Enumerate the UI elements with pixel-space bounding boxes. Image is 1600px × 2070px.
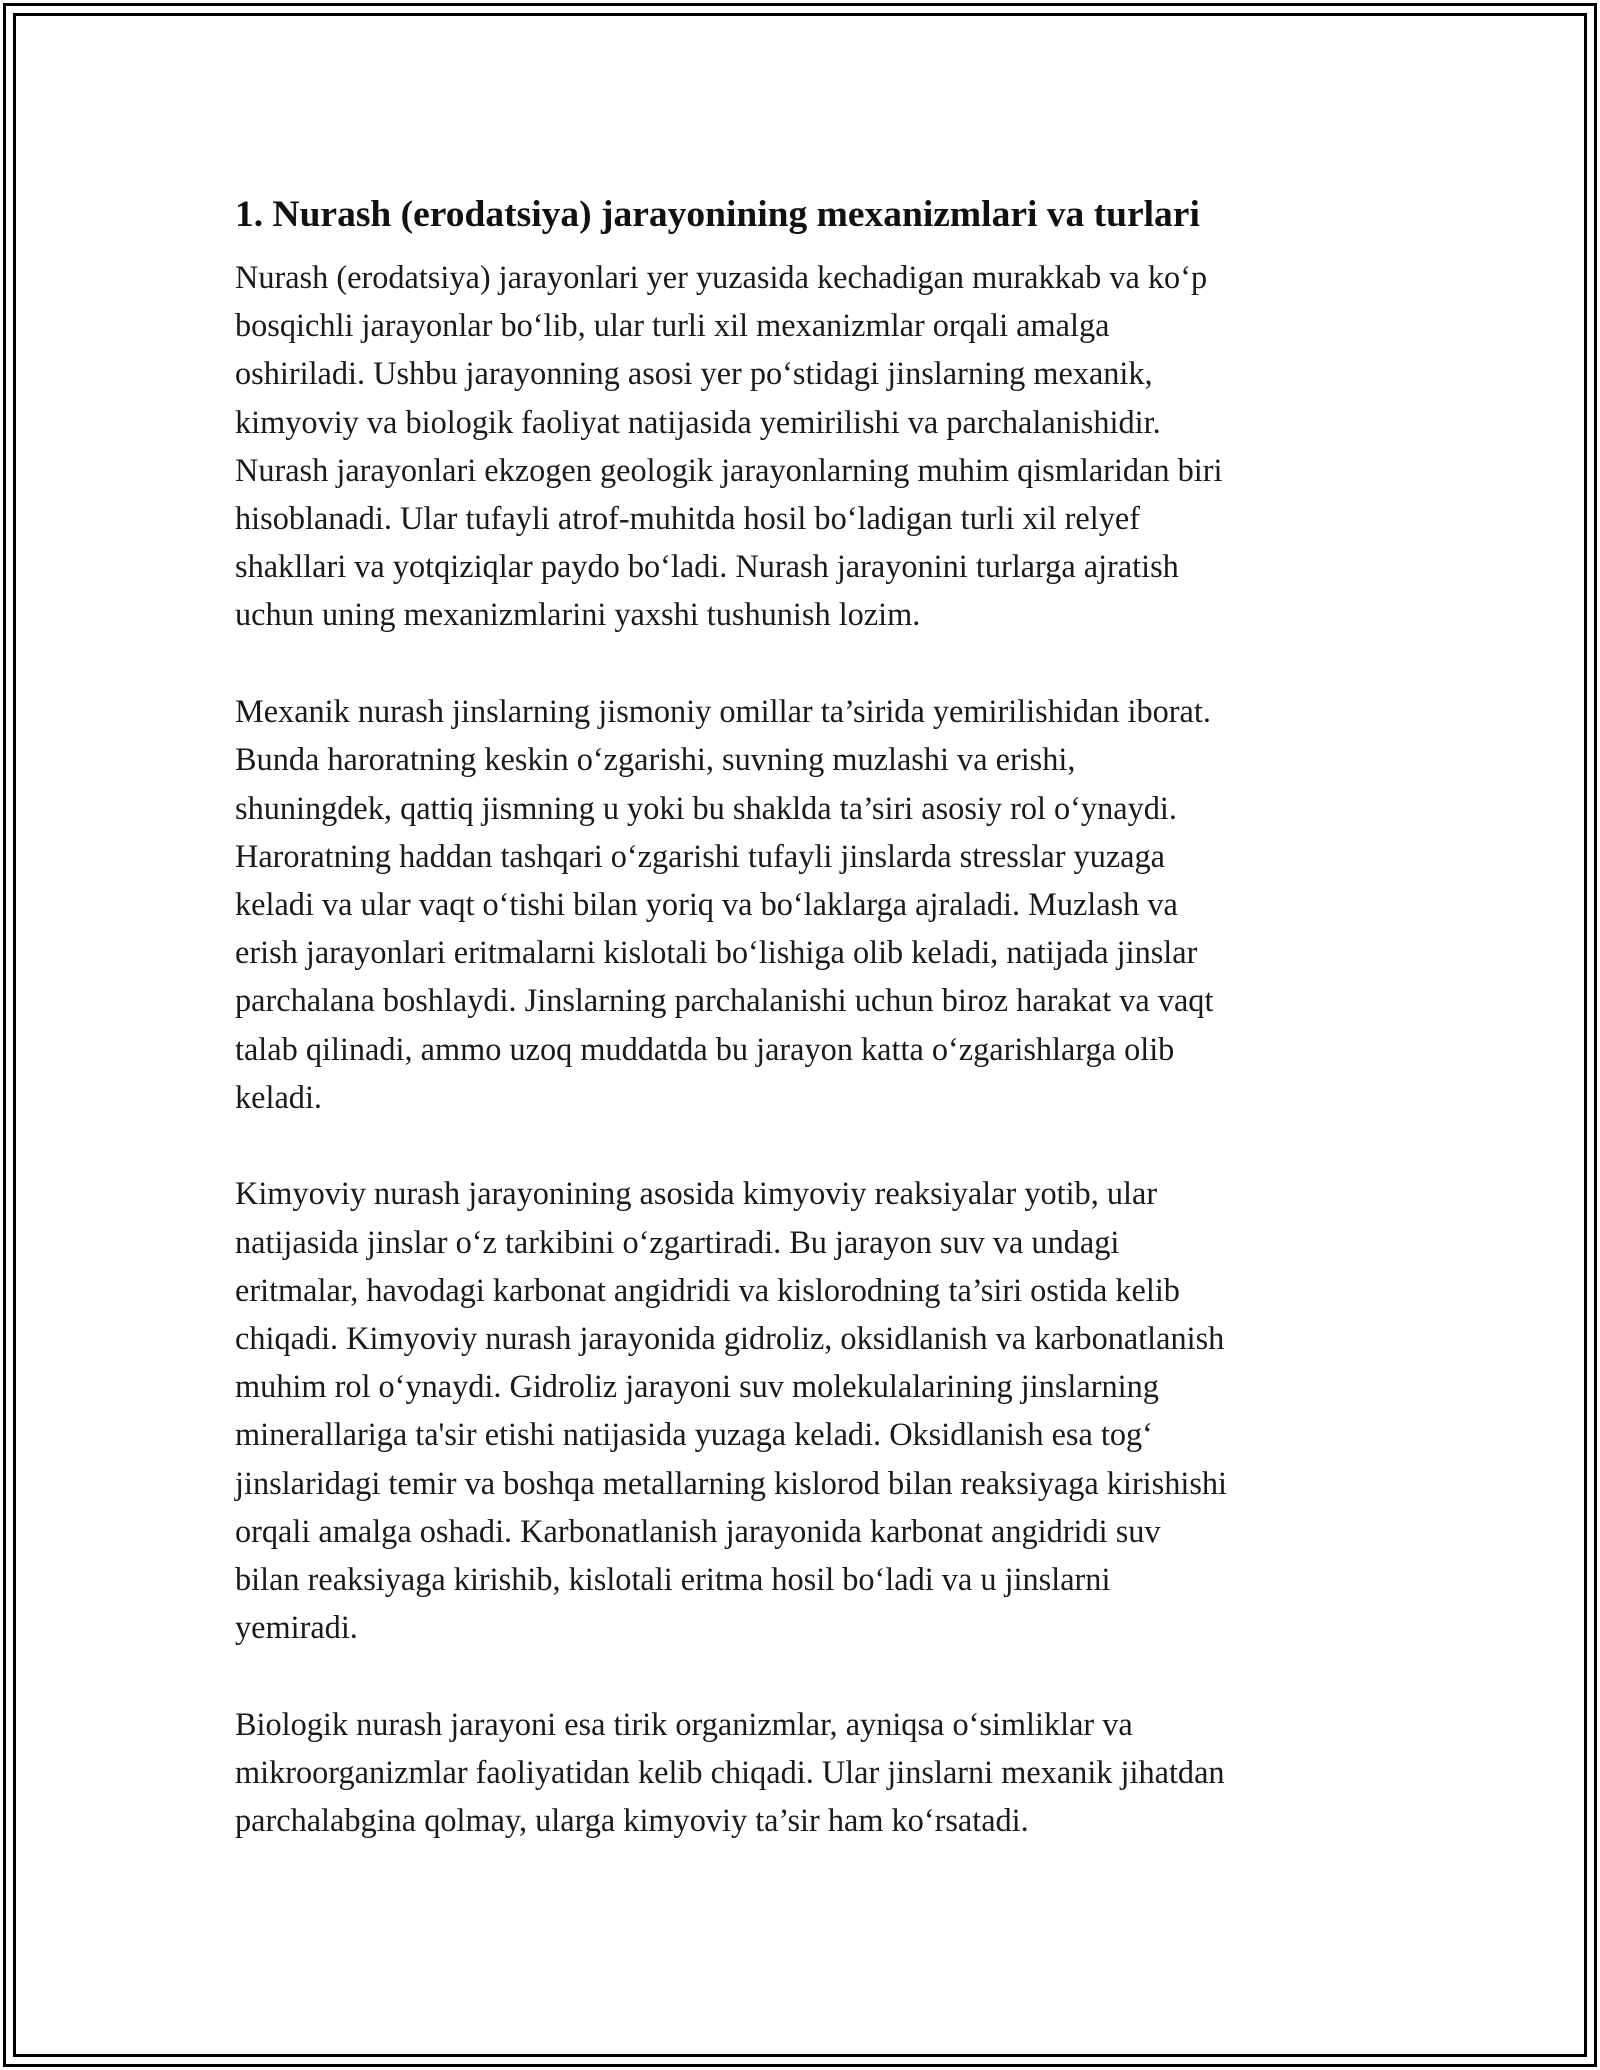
text-line: keladi va ular vaqt o‘tishi bilan yoriq va bo‘laklarga ajraladi. Muzlash va [235, 885, 1178, 922]
document-body [235, 185, 1375, 1893]
text-line: oshiriladi. Ushbu jarayonning asosi yer po‘stidagi jinslarning mexanik, [235, 355, 1153, 392]
paragraph-mechanical [235, 687, 1375, 1121]
text-line: Haroratning haddan tashqari o‘zgarishi tufayli jinslarda stresslar yuzaga [235, 837, 1166, 874]
paragraph-chemical [235, 1169, 1375, 1651]
text-line: uchun uning mexanizmlarini yaxshi tushunish lozim. [235, 596, 921, 633]
text-line: orqali amalga oshadi. Karbonatlanish jarayonida karbonat angidridi suv [235, 1512, 1161, 1549]
text-line: hisoblanadi. Ular tufayli atrof-muhitda hosil bo‘ladigan turli xil relyef [235, 500, 1140, 537]
paragraph-biological [235, 1700, 1375, 1845]
text-line: Kimyoviy nurash jarayonining asosida kimyoviy reaksiyalar yotib, ular [235, 1175, 1158, 1212]
text-line: minerallariga ta'sir etishi natijasida yuzaga keladi. Oksidlanish esa tog‘ [235, 1416, 1153, 1453]
text-line: chiqadi. Kimyoviy nurash jarayonida gidroliz, oksidlanish va karbonatlanish [235, 1320, 1225, 1357]
text-line: shakllari va yotqiziqlar paydo bo‘ladi. Nurash jarayonini turlarga ajratish [235, 548, 1179, 585]
text-line: natijasida jinslar o‘z tarkibini o‘zgartiradi. Bu jarayon suv va undagi [235, 1223, 1120, 1260]
text-line: talab qilinadi, ammo uzoq muddatda bu jarayon katta o‘zgarishlarga olib [235, 1030, 1175, 1067]
text-line: muhim rol o‘ynaydi. Gidroliz jarayoni suv molekulalarining jinslarning [235, 1368, 1159, 1405]
text-line: yemiradi. [235, 1609, 358, 1646]
text-line: parchalabgina qolmay, ularga kimyoviy ta’sir ham ko‘rsatadi. [235, 1802, 1029, 1839]
text-line: Nurash (erodatsiya) jarayonlari yer yuzasida kechadigan murakkab va ko‘p [235, 259, 1208, 295]
text-line: bilan reaksiyaga kirishib, kislotali eritma hosil bo‘ladi va u jinslarni [235, 1561, 1111, 1598]
section-heading: 1. Nurash (erodatsiya) jarayonining mexanizmlari va turlari [235, 194, 1200, 235]
text-line: Mexanik nurash jinslarning jismoniy omillar ta’sirida yemirilishidan iborat. [235, 693, 1211, 730]
text-line: kimyoviy va biologik faoliyat natijasida yemirilishi va parchalanishidir. [235, 403, 1161, 440]
text-line: Nurash jarayonlari ekzogen geologik jarayonlarning muhim qismlaridan biri [235, 451, 1223, 488]
text-line: parchalana boshlaydi. Jinslarning parchalanishi uchun biroz harakat va vaqt [235, 982, 1214, 1019]
text-line: Bunda haroratning keskin o‘zgarishi, suvning muzlashi va erishi, [235, 741, 1076, 778]
paragraph-intro [235, 253, 1375, 639]
text-line: Biologik nurash jarayoni esa tirik organizmlar, ayniqsa o‘simliklar va [235, 1705, 1133, 1742]
text-line: erish jarayonlari eritmalarni kislotali bo‘lishiga olib keladi, natijada jinslar [235, 934, 1198, 971]
text-line: eritmalar, havodagi karbonat angidridi va kislorodning ta’siri ostida kelib [235, 1271, 1180, 1308]
text-line: shuningdek, qattiq jismning u yoki bu shaklda ta’siri asosiy rol o‘ynaydi. [235, 789, 1177, 826]
text-line: jinslaridagi temir va boshqa metallarning kislorod bilan reaksiyaga kirishishi [235, 1464, 1228, 1501]
text-line: keladi. [235, 1078, 322, 1115]
text-line: mikroorganizmlar faoliyatidan kelib chiqadi. Ular jinslarni mexanik jihatdan [235, 1754, 1225, 1791]
text-line: bosqichli jarayonlar bo‘lib, ular turli xil mexanizmlar orqali amalga [235, 307, 1110, 344]
